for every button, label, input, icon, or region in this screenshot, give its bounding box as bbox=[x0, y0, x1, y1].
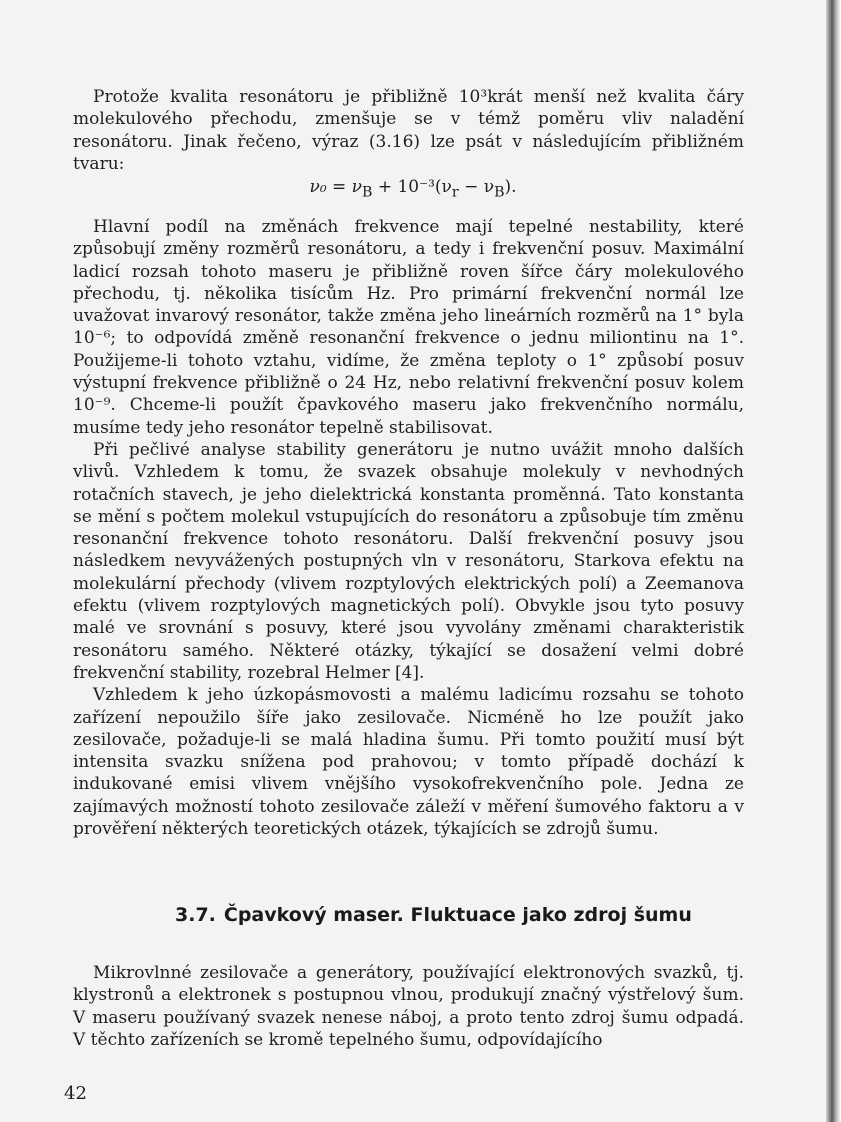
book-gutter bbox=[826, 0, 841, 1122]
equation-minus: − ν bbox=[458, 177, 495, 197]
equation-sub-b: B bbox=[362, 184, 373, 201]
intro-text: Protože kvalita resonátoru je přibližně 10³krát menší než kvalita čáry molekulového přechodu, zmenšuje se v témž poměru vliv naladění resonátoru. Jinak řečeno, výraz (3.16) lze psát v následujícím přibližném tvaru: bbox=[73, 87, 744, 174]
equation-end: ). bbox=[504, 177, 517, 197]
main-paragraphs bbox=[73, 216, 744, 840]
equation-mid: + 10⁻³(ν bbox=[372, 177, 452, 197]
equation bbox=[0, 176, 826, 203]
page-number: 42 bbox=[64, 1083, 87, 1104]
paragraph: Vzhledem k jeho úzkopásmovosti a malému ladicímu rozsahu se tohoto zařízení nepoužilo šíře jako zesilovače. Nicméně ho lze použít jako zesilovače, požaduje-li se malá hladina šumu. Při tomto použití musí být intensita svazku snížena pod prahovou; v tomto případě dochází k indukované emisi vlivem vnějšího vysokofrekvenčního pole. Jedna ze zajímavých možností tohoto zesilovače záleží v měření šumového faktoru a v prověření některých teoretických otázek, týkajících se zdrojů šumu. bbox=[73, 685, 744, 840]
section-title: Čpavkový maser. Fluktuace jako zdroj šumu bbox=[223, 904, 692, 926]
section-heading bbox=[175, 901, 735, 929]
equation-sub-r: r bbox=[451, 184, 459, 201]
paragraph: Při pečlivé analyse stability generátoru je nutno uvážit mnoho dalších vlivů. Vzhledem k tomu, že svazek obsahuje molekuly v nevhodných rotačních stavech, je jeho dielektrická konstanta proměnná. Tato konstanta se mění s počtem molekul vstupujících do resonátoru a způsobuje tím změnu resonanční frekvence tohoto resonátoru. Další frekvenční posuvy jsou následkem nevyvážených postupných vln v resonátoru, Starkova efektu na molekulární přechody (vlivem rozptylových elektrických polí) a Zeemanova efektu (vlivem rozptylových magnetických polí). Obvykle jsou tyto posuvy malé ve srovnání s posuvy, které jsou vyvolány změnami charakteristik resonátoru samého. Některé otázky, týkající se dosažení velmi dobré frekvenční stability, rozebral Helmer [4]. bbox=[73, 439, 744, 683]
equation-sub-b2: B bbox=[494, 184, 505, 201]
section-text: Mikrovlnné zesilovače a generátory, používající elektronových svazků, tj. klystronů a elektronek s postupnou vlnou, produkují značný výstřelový šum. V maseru používaný svazek nenese náboj, a proto tento zdroj šumu odpadá. V těchto zařízeních se kromě tepelného šumu, odpovídajícího bbox=[73, 963, 744, 1050]
paragraph: Hlavní podíl na změnách frekvence mají tepelné nestability, které způsobují změny rozměrů resonátoru, a tedy i frekvenční posuv. Maximální ladicí rozsah tohoto maseru je přibližně roven šířce čáry molekulového přechodu, tj. několika tisícům Hz. Pro primární frekvenční normál lze uvažovat invarový resonátor, takže změna jeho lineárních rozměrů na 1° byla 10⁻⁶; to odpovídá změně resonanční frekvence o jednu miliontinu na 1°. Použijeme-li tohoto vztahu, vidíme, že změna teploty o 1° způsobí posuv výstupní frekvence přibližně o 24 Hz, nebo relativní frekvenční posuv kolem 10⁻⁹. Chceme-li použít čpavkového maseru jako frekvenčního normálu, musíme tedy jeho resonátor tepelně stabilisovat. bbox=[73, 217, 744, 438]
section-number: 3.7. bbox=[175, 904, 216, 926]
intro-paragraph bbox=[73, 86, 744, 175]
section-paragraph bbox=[73, 962, 744, 1051]
equation-lhs: ν₀ = ν bbox=[309, 177, 363, 197]
